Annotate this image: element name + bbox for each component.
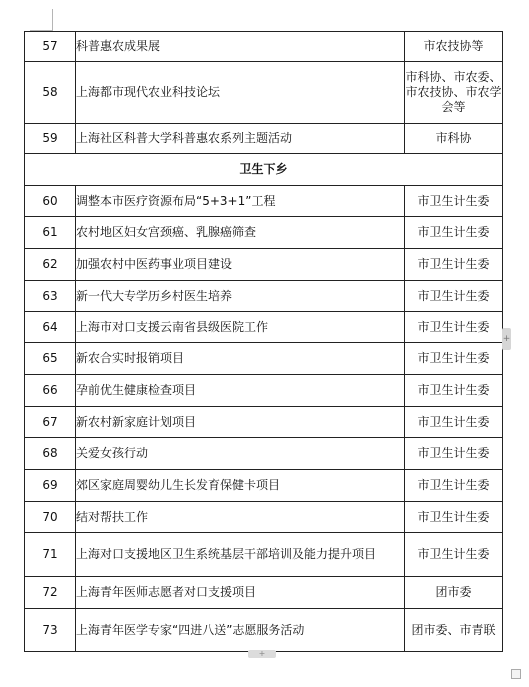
- row-item: 新农合实时报销项目: [76, 343, 405, 375]
- page-corner-mark: [52, 9, 53, 31]
- row-org: 市科协、市农委、市农技协、市农学会等: [405, 62, 503, 124]
- row-number: 73: [25, 609, 76, 652]
- table-resize-icon[interactable]: [511, 669, 521, 679]
- row-item: 上海青年医学专家“四进八送”志愿服务活动: [76, 609, 405, 652]
- table-row: [25, 312, 503, 343]
- table-row: [25, 609, 503, 652]
- row-number: 58: [25, 62, 76, 124]
- row-item: 上海市对口支援云南省县级医院工作: [76, 312, 405, 343]
- row-org: 市卫生计生委: [405, 438, 503, 470]
- table-row: [25, 375, 503, 407]
- row-number: 62: [25, 249, 76, 281]
- row-number: 61: [25, 217, 76, 249]
- table-row: [25, 32, 503, 62]
- row-number: 59: [25, 124, 76, 154]
- row-number: 70: [25, 502, 76, 533]
- row-item: 调整本市医疗资源布局“5+3+1”工程: [76, 186, 405, 217]
- row-org: 市卫生计生委: [405, 407, 503, 438]
- row-org: 市科协: [405, 124, 503, 154]
- table-row: [25, 281, 503, 312]
- row-org: 市卫生计生委: [405, 470, 503, 502]
- row-item: 农村地区妇女宫颈癌、乳腺癌筛查: [76, 217, 405, 249]
- row-org: 市卫生计生委: [405, 312, 503, 343]
- row-item: 郊区家庭周婴幼儿生长发育保健卡项目: [76, 470, 405, 502]
- row-item: 上海社区科普大学科普惠农系列主题活动: [76, 124, 405, 154]
- table-row: [25, 502, 503, 533]
- table-row: [25, 438, 503, 470]
- section-header-row: [25, 154, 503, 186]
- row-org: 市卫生计生委: [405, 217, 503, 249]
- row-org: 市卫生计生委: [405, 249, 503, 281]
- row-number: 57: [25, 32, 76, 62]
- row-item: 科普惠农成果展: [76, 32, 405, 62]
- program-table: [24, 31, 503, 652]
- row-org: 团市委、市青联: [405, 609, 503, 652]
- row-item: 加强农村中医药事业项目建设: [76, 249, 405, 281]
- row-item: 新一代大专学历乡村医生培养: [76, 281, 405, 312]
- row-org: 市卫生计生委: [405, 281, 503, 312]
- table-row: [25, 470, 503, 502]
- table-row: [25, 577, 503, 609]
- row-number: 66: [25, 375, 76, 407]
- table-row: [25, 407, 503, 438]
- row-number: 68: [25, 438, 76, 470]
- row-number: 69: [25, 470, 76, 502]
- row-item: 结对帮扶工作: [76, 502, 405, 533]
- table-row: [25, 343, 503, 375]
- row-org: 市农技协等: [405, 32, 503, 62]
- row-number: 67: [25, 407, 76, 438]
- row-item: 孕前优生健康检查项目: [76, 375, 405, 407]
- row-number: 64: [25, 312, 76, 343]
- row-item: 上海对口支援地区卫生系统基层干部培训及能力提升项目: [76, 533, 405, 577]
- row-number: 63: [25, 281, 76, 312]
- row-number: 65: [25, 343, 76, 375]
- row-number: 60: [25, 186, 76, 217]
- add-row-handle-icon[interactable]: +: [248, 650, 276, 658]
- row-item: 新农村新家庭计划项目: [76, 407, 405, 438]
- table-row: [25, 249, 503, 281]
- row-org: 市卫生计生委: [405, 186, 503, 217]
- table-row: [25, 533, 503, 577]
- row-number: 71: [25, 533, 76, 577]
- row-org: 市卫生计生委: [405, 533, 503, 577]
- table-row: [25, 124, 503, 154]
- row-item: 关爱女孩行动: [76, 438, 405, 470]
- row-org: 市卫生计生委: [405, 375, 503, 407]
- add-column-handle-icon[interactable]: +: [502, 328, 511, 350]
- row-item: 上海都市现代农业科技论坛: [76, 62, 405, 124]
- row-org: 团市委: [405, 577, 503, 609]
- section-title: 卫生下乡: [25, 154, 503, 186]
- table-row: [25, 217, 503, 249]
- row-item: 上海青年医师志愿者对口支援项目: [76, 577, 405, 609]
- table-row: [25, 186, 503, 217]
- row-org: 市卫生计生委: [405, 502, 503, 533]
- row-org: 市卫生计生委: [405, 343, 503, 375]
- row-number: 72: [25, 577, 76, 609]
- table-row: [25, 62, 503, 124]
